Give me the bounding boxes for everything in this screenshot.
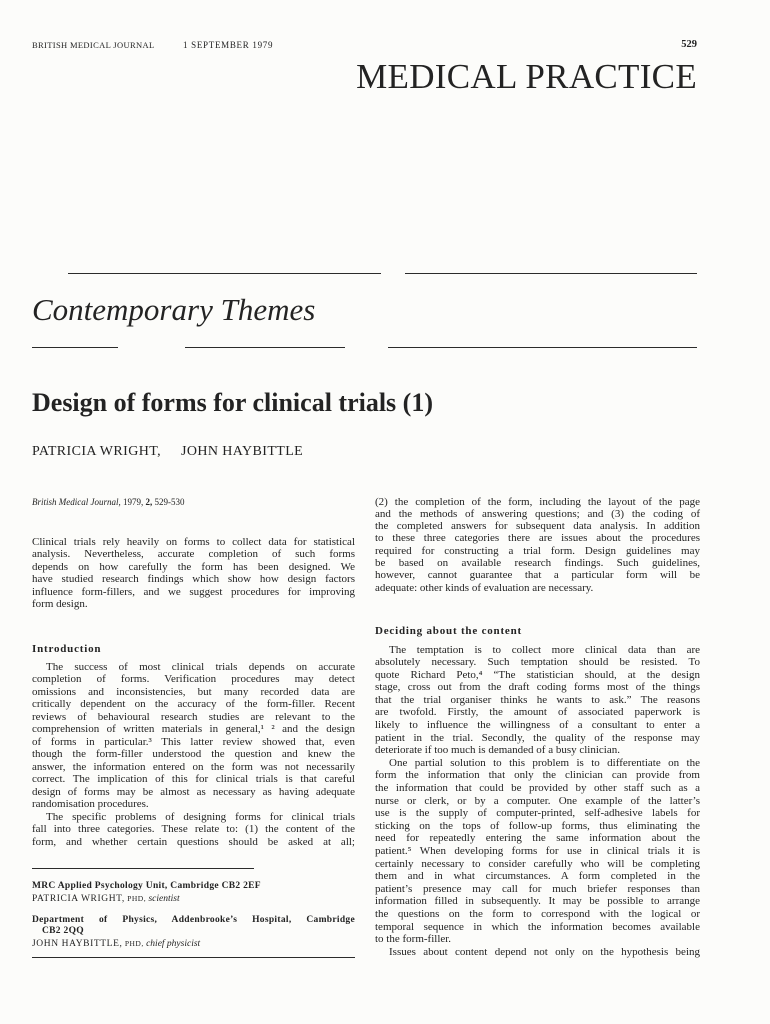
- author-name: PATRICIA WRIGHT,: [32, 444, 162, 459]
- text-line: answer, the information entered on the form was not necessarily: [32, 760, 355, 773]
- horizontal-rule: [32, 347, 118, 348]
- text-line: comprehension of written materials in general,¹ ² and the design: [32, 723, 355, 735]
- horizontal-rule: [388, 347, 697, 348]
- text-line: though the form-filler understood the question and knew the: [32, 748, 355, 760]
- text-line: influence form-fillers, and we suggest procedures for improving: [32, 585, 355, 598]
- introduction-paragraph: [32, 661, 355, 811]
- section-heading-introduction: Introduction: [32, 642, 102, 655]
- text-line: the questions on the form to correspond with the logical or: [375, 907, 700, 920]
- citation-journal: British Medical Journal,: [32, 496, 121, 507]
- text-line: patient’s presence may call for much briefer responses than: [375, 882, 700, 895]
- text-line: patient.⁵ When developing forms for use in clinical trials it is: [375, 845, 700, 857]
- text-line: them and in what circumstances. A form completed in the: [375, 870, 700, 883]
- text-line: form the information that only the clinician can provide from: [375, 769, 700, 782]
- text-line: (2) the completion of the form, including the layout of the page: [375, 495, 700, 508]
- text-line: form design.: [32, 598, 88, 611]
- introduction-paragraph: [32, 811, 355, 849]
- affiliation-name: PATRICIA WRIGHT,: [32, 894, 125, 904]
- continuation-paragraph: [375, 496, 700, 594]
- text-line: required for constructing a trial form. Design guidelines may: [375, 544, 700, 557]
- text-line: Issues about content depend not only on the hypothesis being: [389, 945, 700, 958]
- content-paragraph: [375, 757, 700, 946]
- text-line: temporal sequence in which the information becomes available: [375, 920, 700, 933]
- affiliation-unit: Department of Physics, Addenbrooke’s Hospital, Cambridge: [32, 915, 355, 925]
- text-line: patient in the trial. Secondly, the quality of the response may: [375, 731, 700, 744]
- text-line: One partial solution to this problem is to differentiate on the: [389, 756, 700, 769]
- text-line: absolutely necessary. Such temptation should be resisted. To: [375, 656, 700, 669]
- text-line: critically dependent on the accuracy of the form-filler. Recent: [32, 698, 355, 710]
- footnote-rule: [32, 868, 254, 869]
- text-line: correct. The implication of this for clinical trials is that careful: [32, 773, 355, 785]
- section-heading-content: Deciding about the content: [375, 624, 522, 637]
- text-line: The success of most clinical trials depends on accurate: [46, 660, 355, 673]
- text-line: be based on available research findings. Such guidelines,: [375, 557, 700, 570]
- text-line: randomisation procedures.: [32, 798, 149, 810]
- text-line: likely to influence the willingness of a consultant to enter a: [375, 719, 700, 732]
- continuation-body: [375, 496, 700, 594]
- text-line: however, cannot guarantee that a particular form will be: [375, 569, 700, 582]
- affiliation-role: chief physicist: [146, 939, 201, 949]
- text-line: omissions and inconsistencies, but many recorded data are: [32, 685, 355, 698]
- citation-year: 1979,: [123, 496, 144, 507]
- content-paragraph: [375, 644, 700, 757]
- text-line: fall into three categories. These relate to: (1) the content of the: [32, 823, 355, 835]
- text-line: adequate: other kinds of evaluation are necessary.: [375, 581, 594, 594]
- horizontal-rule: [32, 957, 355, 958]
- text-line: of forms in particular.³ This latter review showed that, even: [32, 735, 355, 748]
- text-line: depends on how carefully the form has been designed. We: [32, 560, 355, 573]
- affiliation-person: [32, 938, 200, 951]
- text-line: Clinical trials rely heavily on forms to collect data for statistical: [32, 535, 355, 548]
- running-head-date: 1 SEPTEMBER 1979: [183, 40, 274, 50]
- text-line: design of forms may be almost as necessary as having adequate: [32, 785, 355, 798]
- citation-volume: 2,: [145, 496, 153, 507]
- abstract-paragraph: [32, 536, 355, 612]
- text-line: quote Richard Peto,⁴ “The statistician should, at the design: [375, 668, 700, 681]
- text-line: the completed answers for subsequent data analysis. In addition: [375, 520, 700, 533]
- text-line: The specific problems of designing forms for clinical trials: [46, 810, 355, 823]
- horizontal-rule: [185, 347, 345, 348]
- introduction-body: [32, 661, 355, 849]
- page-number: 529: [681, 39, 697, 50]
- affiliation-name: JOHN HAYBITTLE,: [32, 939, 123, 949]
- text-line: information filled in subsequently. It may be possible to arrange: [375, 895, 700, 908]
- text-line: and the methods of answering questions; and (3) the coding of: [375, 507, 700, 520]
- horizontal-rule: [405, 273, 697, 274]
- affiliation-person: [32, 893, 180, 906]
- text-line: have studied research findings which show how design factors: [32, 573, 355, 586]
- content-paragraph: [375, 946, 700, 959]
- affiliation-degree: PHD,: [127, 894, 147, 903]
- article-title: Design of forms for clinical trials (1): [32, 388, 433, 417]
- text-line: The temptation is to collect more clinical data than are: [389, 643, 700, 656]
- text-line: form, and whether certain questions should be asked at all;: [32, 835, 355, 848]
- text-line: use is the supply of computer-printed, self-adhesive labels for: [375, 807, 700, 820]
- abstract: [32, 536, 355, 612]
- affiliation-role: scientist: [148, 894, 180, 904]
- text-line: nurse or clerk, or by a computer. One example of the latter’s: [375, 794, 700, 807]
- text-line: need for repeatedly entering the same information about the: [375, 832, 700, 845]
- text-line: are twofold. Firstly, the amount of associated paperwork is: [375, 706, 700, 719]
- text-line: completion of forms. Verification procedures may detect: [32, 673, 355, 685]
- text-line: certainly necessary to consider carefully who will be completing: [375, 857, 700, 870]
- text-line: to the form-filler.: [375, 933, 452, 946]
- text-line: the information that could be provided by other staff such as a: [375, 782, 700, 795]
- affiliation-unit: MRC Applied Psychology Unit, Cambridge CB2 2EF: [32, 881, 261, 891]
- text-line: stage, cross out from the draft coding forms most of the things: [375, 681, 700, 694]
- section-title: MEDICAL PRACTICE: [356, 57, 697, 96]
- citation-pages: 529-530: [154, 496, 185, 507]
- text-line: that the trial organiser thinks he wants to ask.” The reasons: [375, 693, 700, 706]
- running-head-journal: BRITISH MEDICAL JOURNAL: [32, 40, 155, 50]
- text-line: analysis. Nevertheless, accurate completion of such forms: [32, 548, 355, 561]
- citation: [32, 497, 185, 508]
- author-name: JOHN HAYBITTLE: [181, 444, 304, 459]
- text-line: sticking on the tops of follow-up forms, thus eliminating the: [375, 819, 700, 832]
- affiliation-degree: PHD,: [124, 939, 144, 948]
- horizontal-rule: [68, 273, 381, 274]
- affiliation-unit-postcode: CB2 2QQ: [42, 926, 84, 936]
- text-line: to these three categories there are issues about the procedures: [375, 532, 700, 545]
- text-line: reviews of behavioural research studies are relevant to the: [32, 710, 355, 723]
- series-title: Contemporary Themes: [32, 292, 316, 327]
- text-line: deteriorate if too much is demanded of a busy clinician.: [375, 744, 620, 757]
- content-body: [375, 644, 700, 959]
